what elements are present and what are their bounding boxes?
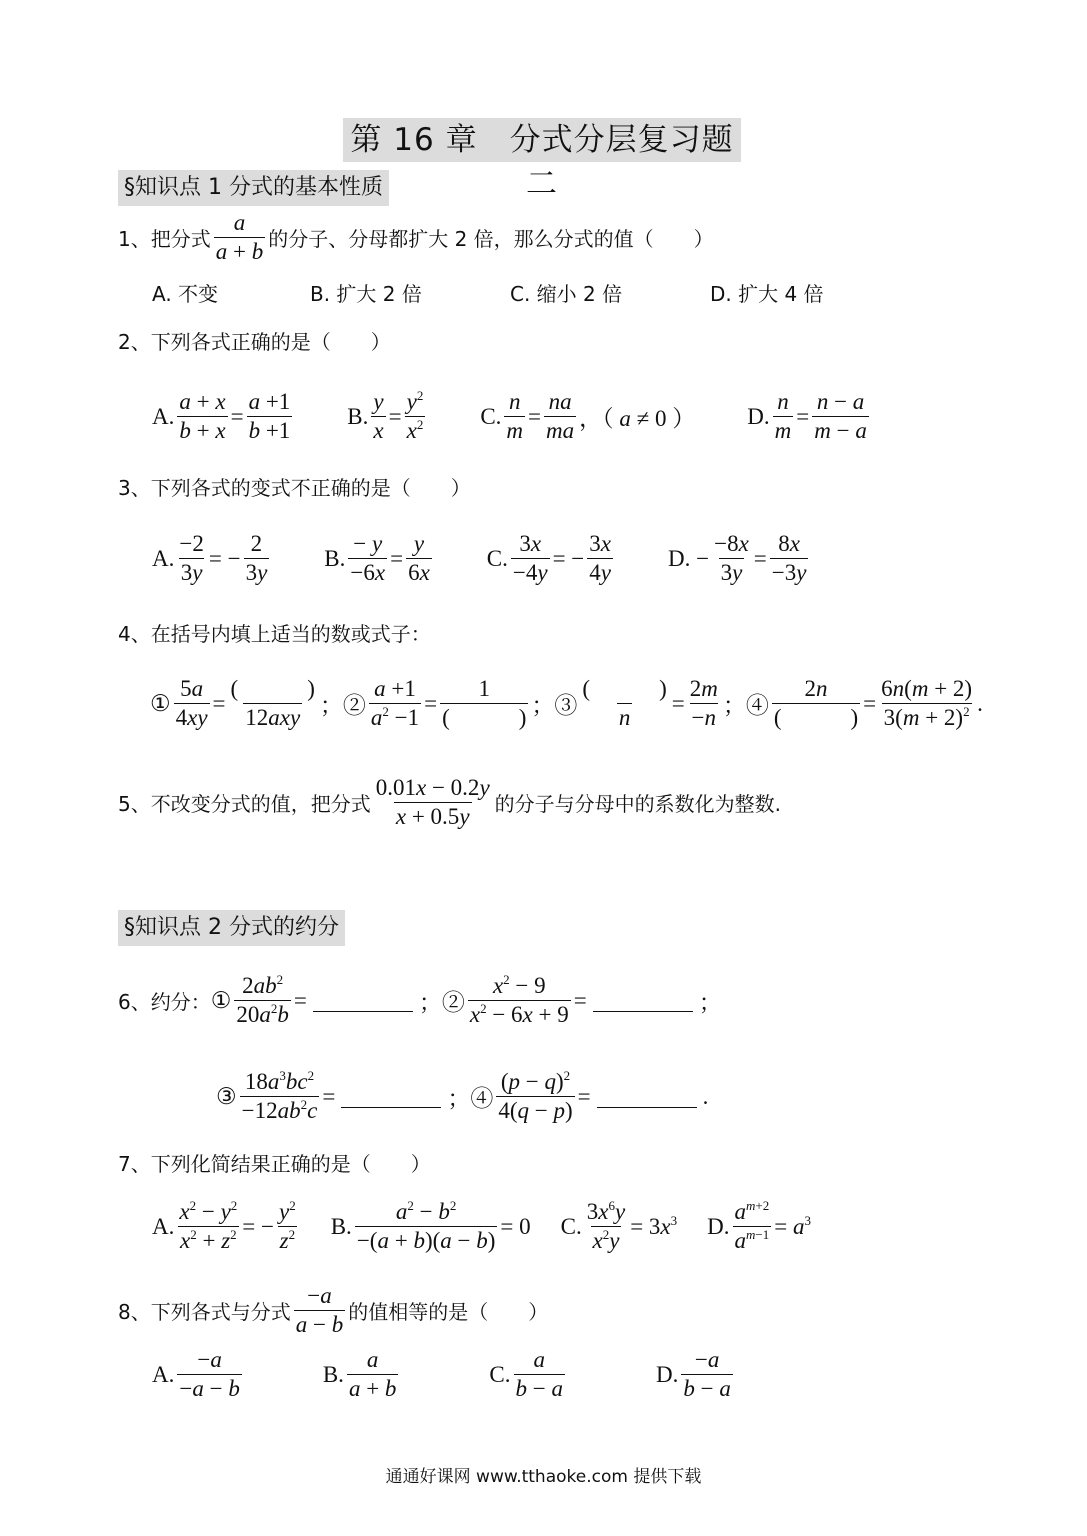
question-2-stem: 2、下列各式正确的是（ ） — [118, 330, 391, 354]
question-8-suffix: 的值相等的是（ ） — [348, 1300, 549, 1324]
q1-option-c: C. 缩小 2 倍 — [510, 282, 623, 306]
question-1 — [118, 209, 714, 266]
question-6-prefix: 6、约分： — [118, 990, 211, 1014]
q1-option-a: A. 不变 — [152, 282, 219, 306]
page-title: 第 16 章 分式分层复习题二 — [343, 118, 741, 162]
q1-option-b: B. 扩大 2 倍 — [310, 282, 422, 306]
q2-options: A. $\frac{a + x}{b + x}$ = $\frac{a +1}{b +1}$ B. $\frac{y}{x}$ = $\frac{y^2}{x^2}$ C. $\frac{n}{m}$ = $\frac{na}{ma}$ ，（ a ≠ 0 ） D. $\frac{n}{m}$ = $\frac{n - a}{m - a}$ — [152, 388, 867, 443]
q4-items: ① $\frac{5a}{4xy}$ = $\frac{( )}{\text{12axy}}$ ；② $\frac{a +1}{a^2 -1}$ = $\frac{1}{( )}$ ；③ $\frac{( )}{n}$ = $\frac{2m}{-n}$ ；④ $\frac{2n}{( )}$ = $\frac{6n(m + 2)}{3(m + 2)^2}$ . — [150, 676, 983, 730]
question-8-prefix: 8、下列各式与分式 — [118, 1300, 291, 1324]
q8-options: A. $\frac{-a}{-a - b}$ B. $\frac{a}{a + b}$ C. $\frac{a}{b - a}$ D. $\frac{-a}{b - a}$ — [152, 1347, 731, 1401]
question-7-stem: 7、下列化简结果正确的是（ ） — [118, 1152, 431, 1176]
question-5-suffix: 的分子与分母中的系数化为整数. — [494, 792, 782, 816]
fraction: $\frac{a}{a + b}$ — [215, 210, 264, 264]
question-6-line1: 6、约分： ① $\frac{2ab^2}{20a^2b}$ = ；② $\frac{x^2 - 9}{x^2 - 6x + 9}$ = ； — [118, 972, 722, 1027]
question-8: 8、下列各式与分式 $\frac{-a}{a - b}$ 的值相等的是（ ） — [118, 1283, 549, 1337]
section-heading-2: §知识点 2 分式的约分 — [118, 910, 345, 946]
question-5: 5、不改变分式的值，把分式 $\frac{0.01x - 0.2y}{x + 0.5y}$ 的分子与分母中的系数化为整数. — [118, 775, 782, 829]
question-5-prefix: 5、不改变分式的值，把分式 — [118, 792, 371, 816]
footer-credit: 通通好课网 www.tthaoke.com 提供下载 — [385, 1467, 702, 1487]
question-6-line2: ③ $\frac{18a^3bc^2}{-12ab^2c}$ = ；④ $\frac{(p - q)^2}{4(q - p)}$ = . — [216, 1068, 709, 1123]
question-1-prefix: 1、把分式 — [118, 227, 211, 251]
q1-option-d: D. 扩大 4 倍 — [710, 282, 824, 306]
section-heading-1: §知识点 1 分式的基本性质 — [118, 170, 389, 206]
question-1-suffix: 的分子、分母都扩大 2 倍，那么分式的值（ ） — [268, 227, 714, 251]
question-3-stem: 3、下列各式的变式不正确的是（ ） — [118, 476, 471, 500]
q7-options: A. $\frac{x^2 - y^2}{x^2 + z^2}$ = − $\frac{y^2}{z^2}$ B. $\frac{a^2 - b^2}{-(a + b)(a - b)}$ = 0 C. $\frac{3x^6y}{x^2y}$ = $3x^3$ D. $\frac{a^{m+2}}{a^{m-1}}$ = $a^3$ — [152, 1198, 811, 1253]
question-4-stem: 4、在括号内填上适当的数或式子： — [118, 622, 431, 646]
q3-options: A. $\frac{-2}{3y}$ = − $\frac{2}{3y}$ B. $\frac{- y}{-6x}$ = $\frac{y}{6x}$ C. $\frac{3x}{-4y}$ = − $\frac{3x}{4y}$ D. − $\frac{-8x}{3y}$ = $\frac{8x}{-3y}$ — [152, 531, 807, 585]
